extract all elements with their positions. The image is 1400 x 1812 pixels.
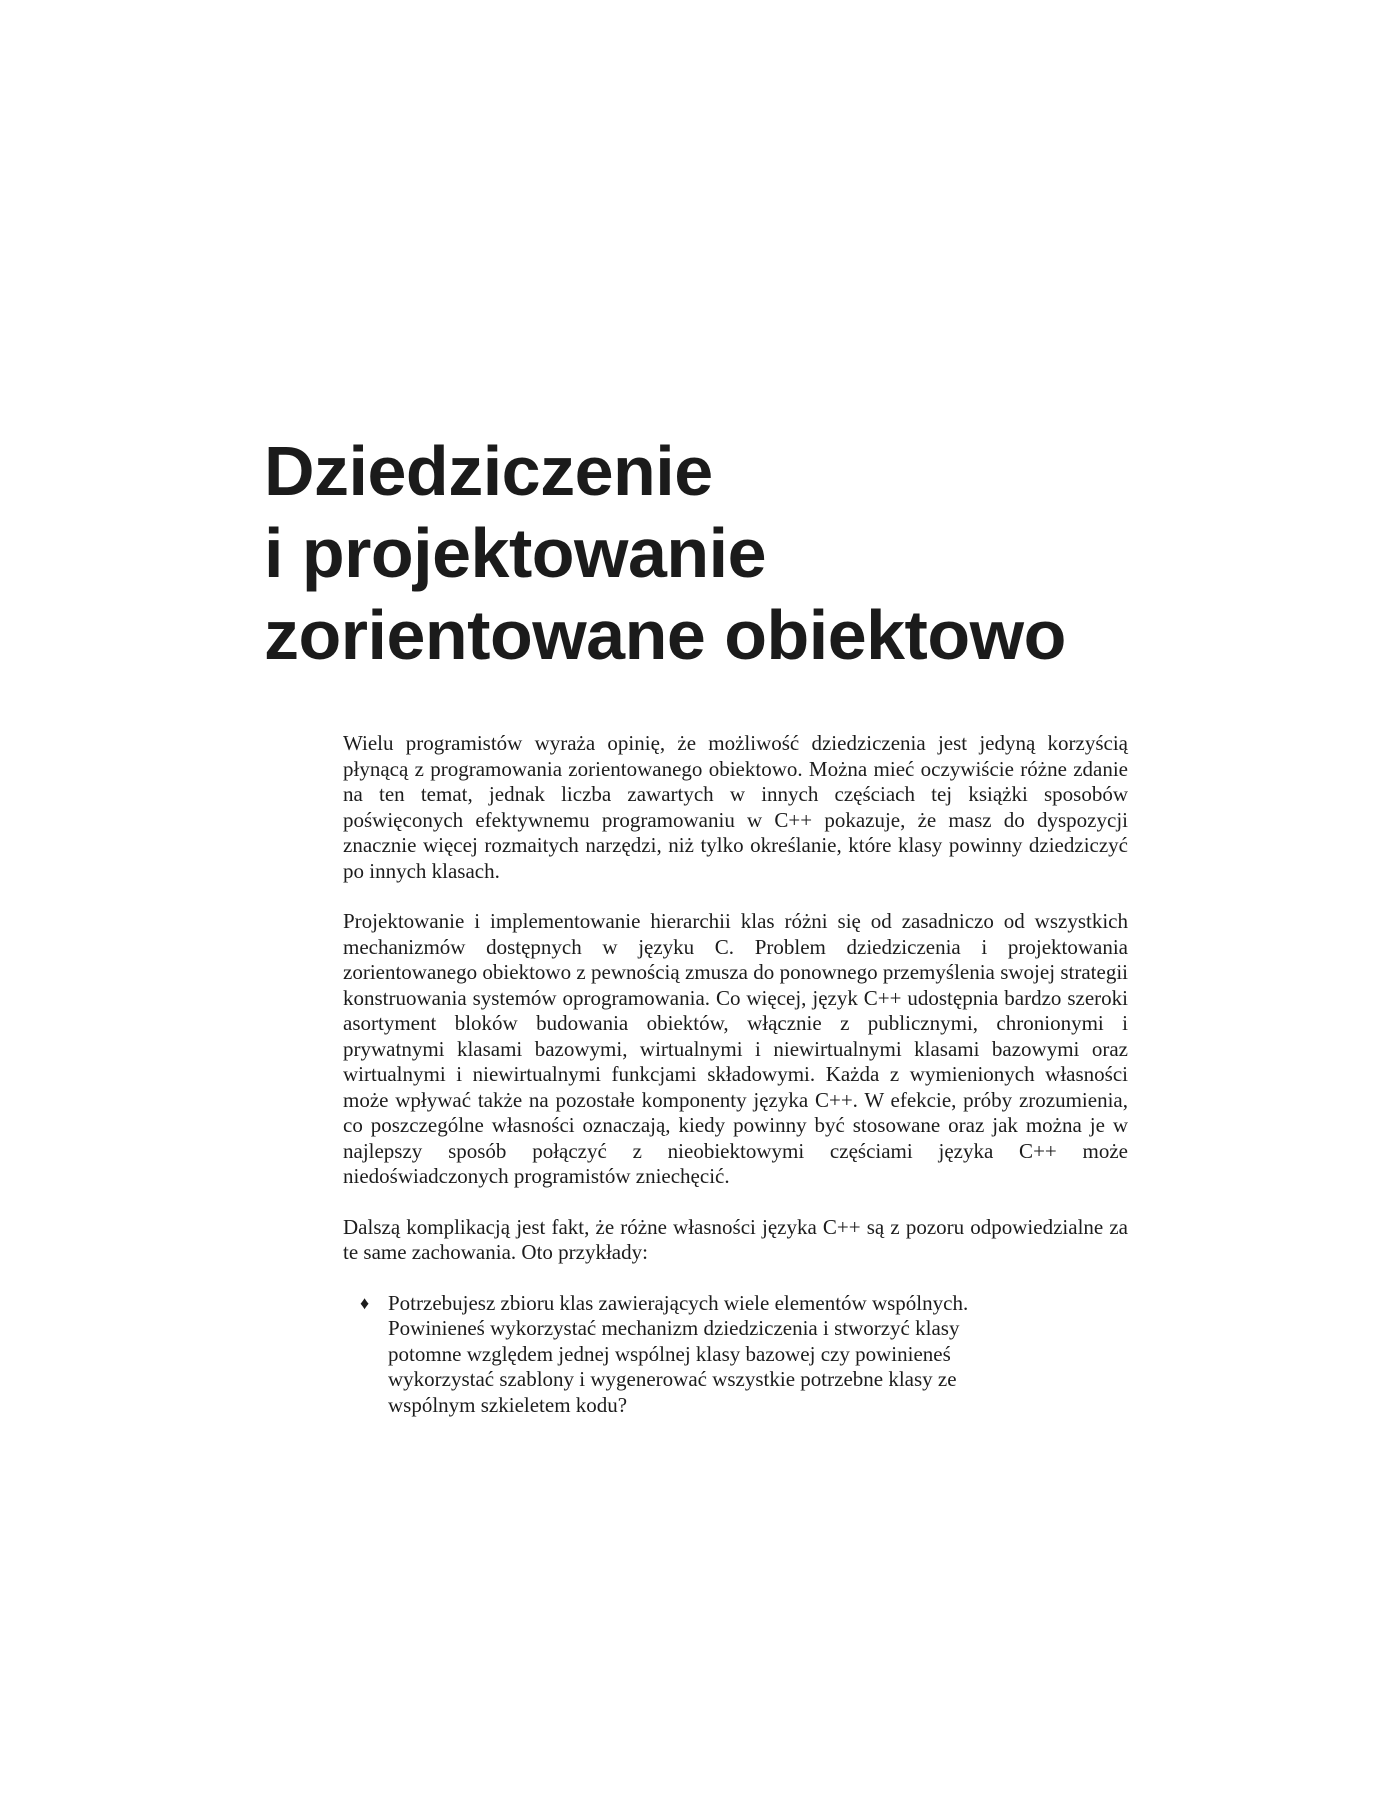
list-item-text: Potrzebujesz zbioru klas zawierających wiele elementów wspólnych. Powinieneś wykorzystać mechanizm dziedziczenia i stworzyć klasy potomne względem jednej wspólnej klasy bazowej czy powinieneś wykorzystać szablony i wygenerować wszystkie potrzebne klasy ze wspólnym szkieletem kodu? — [388, 1290, 969, 1417]
paragraph-intro: Wielu programistów wyraża opinię, że możliwość dziedziczenia jest jedyną korzyścią płynącą z programowania zorientowanego obiektowo. Można mieć oczywiście różne zdanie na ten temat, jednak liczba zawartych w innych częściach tej książki sposobów poświęconych efektywnemu programowaniu w C++ pokazuje, że masz do dyspozycji znacznie więcej rozmaitych narzędzi, niż tylko określanie, które klasy powinny dziedziczyć po innych klasach. — [343, 731, 1128, 883]
chapter-title — [264, 430, 1066, 676]
paragraph-complication: Dalszą komplikacją jest fakt, że różne własności języka C++ są z pozoru odpowiedzialne za te same zachowania. Oto przykłady: — [343, 1214, 1128, 1264]
paragraph-hierarchy: Projektowanie i implementowanie hierarchii klas różni się od zasadniczo od wszystkich mechanizmów dostępnych w języku C. Problem dziedziczenia i projektowania zorientowanego obiektowo z pewnością zmusza do ponownego przemyślenia swojej strategii konstruowania systemów oprogramowania. Co więcej, język C++ udostępnia bardzo szeroki asortyment bloków budowania obiektów, włącznie z publicznymi, chronionymi i prywatnymi klasami bazowymi, wirtualnymi i niewirtualnymi klasami bazowymi oraz wirtualnymi i niewirtualnymi funkcjami składowymi. Każda z wymienionych własności może wpływać także na pozostałe komponenty języka C++. W efekcie, próby zrozumienia, co poszczególne własności oznaczają, kiedy powinny być stosowane oraz jak można je w najlepszy sposób połączyć z nieobiektowymi częściami języka C++ może niedoświadczonych programistów zniechęcić. — [343, 909, 1128, 1188]
diamond-bullet-icon: ♦ — [360, 1292, 370, 1313]
example-list — [343, 1291, 1128, 1419]
chapter-title-line-3: zorientowane obiektowo — [264, 596, 1066, 674]
chapter-body — [343, 731, 1128, 1418]
chapter-title-line-1: Dziedziczenie — [264, 432, 713, 510]
chapter-title-line-2: i projektowanie — [264, 514, 767, 592]
list-item — [343, 1291, 1023, 1419]
